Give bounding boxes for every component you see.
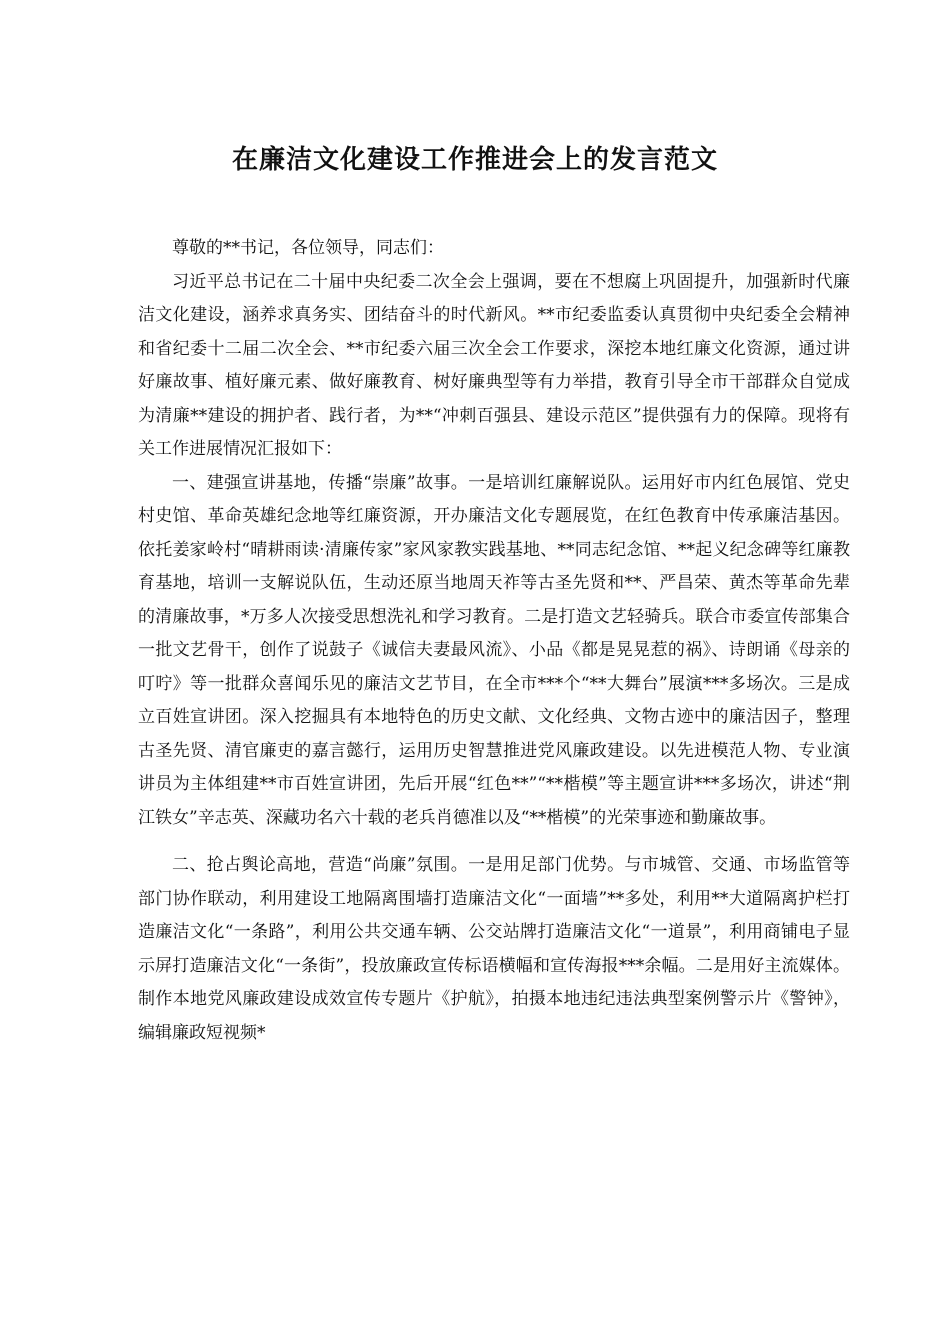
document-title: 在廉洁文化建设工作推进会上的发言范文	[231, 145, 718, 175]
intro-paragraph: 习近平总书记在二十届中央纪委二次全会上强调，要在不想腐上巩固提升，加强新时代廉洁文化建设，涵养求真务实、团结奋斗的时代新风。**市纪委监委认真贯彻中央纪委全会精神和省纪委十二届二次全会、**市纪委六届三次全会工作要求，深挖本地红廉文化资源，通过讲好廉故事、植好廉元素、做好廉教育、树好廉典型等有力举措，教育引导全市干部群众自觉成为清廉**建设的拥护者、践行者，为**“冲刺百强县、建设示范区”提供强有力的保障。现将有关工作进展情况汇报如下：	[138, 271, 850, 459]
section-one-paragraph: 一、建强宣讲基地，传播“崇廉”故事。一是培训红廉解说队。运用好市内红色展馆、党史村史馆、革命英雄纪念地等红廉资源，开办廉洁文化专题展览，在红色教育中传承廉洁基因。依托姜家岭村“晴耕雨读·清廉传家”家风家教实践基地、**同志纪念馆、**起义纪念碑等红廉教育基地，培训一支解说队伍，生动还原当地周天祚等古圣先贤和**、严昌荣、黄杰等革命先辈的清廉故事，*万多人次接受思想洗礼和学习教育。二是打造文艺轻骑兵。联合市委宣传部集合一批文艺骨干，创作了说鼓子《诚信夫妻最风流》、小品《都是晃晃惹的祸》、诗朗诵《母亲的叮咛》等一批群众喜闻乐见的廉洁文艺节目，在全市***个“**大舞台”展演***多场次。三是成立百姓宣讲团。深入挖掘具有本地特色的历史文献、文化经典、文物古迹中的廉洁因子，整理古圣先贤、清官廉吏的嘉言懿行，运用历史智慧推进党风廉政建设。以先进模范人物、专业演讲员为主体组建**市百姓宣讲团，先后开展“红色**”“**楷模”等主题宣讲***多场次，讲述“荆江铁女”辛志英、深藏功名六十载的老兵肖德准以及“**楷模”的光荣事迹和勤廉故事。	[138, 472, 850, 828]
section-two-paragraph: 二、抢占舆论高地，营造“尚廉”氛围。一是用足部门优势。与市城管、交通、市场监管等部门协作联动，利用建设工地隔离围墙打造廉洁文化“一面墙”**多处，利用**大道隔离护栏打造廉洁文化“一条路”，利用公共交通车辆、公交站牌打造廉洁文化“一道景”，利用商铺电子显示屏打造廉洁文化“一条街”，投放廉政宣传标语横幅和宣传海报***余幅。二是用好主流媒体。制作本地党风廉政建设成效宣传专题片《护航》，拍摄本地违纪违法典型案例警示片《警钟》，编辑廉政短视频*	[138, 855, 850, 1043]
salutation-paragraph: 尊敬的**书记，各位领导，同志们：	[172, 238, 444, 258]
document-body	[138, 232, 850, 1050]
